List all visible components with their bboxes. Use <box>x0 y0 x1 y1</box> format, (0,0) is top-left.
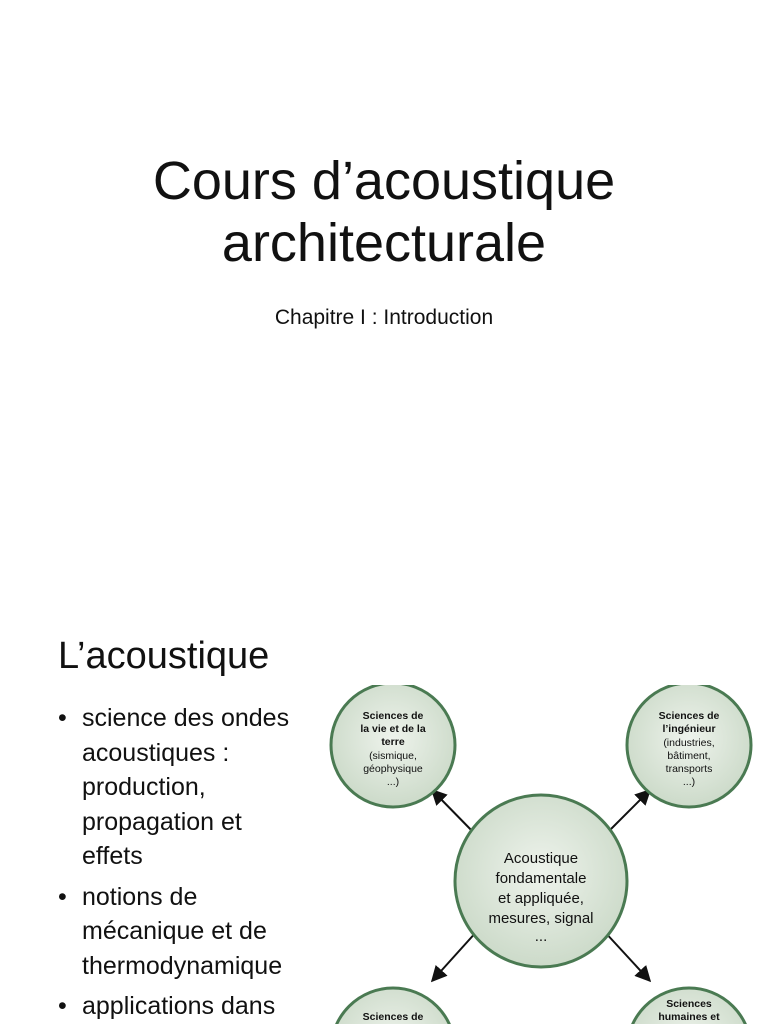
node-top-right-line: l’ingénieur <box>662 723 716 735</box>
node-center <box>455 795 627 967</box>
acoustics-domains-diagram <box>328 685 768 1024</box>
node-center-line: fondamentale <box>495 870 587 887</box>
course-title <box>0 150 768 274</box>
node-top-left-line: Sciences de <box>362 710 424 722</box>
node-top-right-line: ...) <box>682 776 696 788</box>
bullet-line: acoustiques : <box>82 738 230 767</box>
arrow-to-bottom-right <box>603 930 650 981</box>
node-top-left <box>331 685 455 807</box>
node-bottom-right <box>627 988 751 1024</box>
slide-heading: L’acoustique <box>58 635 270 677</box>
node-center-line: et appliquée, <box>498 890 584 907</box>
bullet-dot: • <box>58 882 67 911</box>
node-top-left-line: la vie et de la <box>360 723 426 735</box>
node-center-line: Acoustique <box>503 850 579 867</box>
slide-acoustique <box>0 605 768 1024</box>
node-center-line: mesures, signal <box>488 910 594 927</box>
bullet-item <box>58 701 333 874</box>
bullet-list <box>58 701 333 1024</box>
node-center-line: ... <box>534 928 548 945</box>
node-bottom-left-line: Sciences de <box>362 1011 424 1023</box>
node-top-right-line: Sciences de <box>658 710 720 722</box>
node-bottom-right-line: humaines et <box>658 1011 720 1023</box>
bullet-line: effets <box>82 842 143 870</box>
bullet-line: notions de <box>82 882 198 911</box>
bullet-line: mécanique et de <box>82 917 267 945</box>
node-top-left-line: ...) <box>386 776 400 788</box>
node-top-right-line: bâtiment, <box>667 750 711 762</box>
bullet-line: science des ondes <box>82 704 290 732</box>
course-title-line-1: Cours d’acoustique <box>152 151 616 211</box>
bullet-dot: • <box>58 992 67 1020</box>
chapter-subtitle: Chapitre I : Introduction <box>274 306 494 329</box>
node-top-left-line: géophysique <box>363 763 423 775</box>
bullet-line: applications dans <box>82 992 276 1020</box>
bullet-line: propagation et <box>82 807 242 836</box>
node-top-right <box>627 685 751 807</box>
node-top-right-line: (industries, <box>663 737 715 749</box>
node-top-left-line: terre <box>381 736 405 748</box>
bullet-line: production, <box>82 773 206 801</box>
bullet-line: thermodynamique <box>82 951 283 980</box>
node-top-left-line: (sismique, <box>369 750 417 762</box>
slide-separator <box>0 575 768 605</box>
bullet-dot: • <box>58 704 67 732</box>
node-bottom-left <box>331 988 455 1024</box>
arrow-to-bottom-left <box>432 930 478 981</box>
node-top-right-line: transports <box>665 763 713 775</box>
bullet-item <box>58 989 333 1024</box>
node-bottom-right-line: Sciences <box>666 998 712 1010</box>
course-title-line-2: architecturale <box>221 213 547 273</box>
bullet-item <box>58 880 333 984</box>
